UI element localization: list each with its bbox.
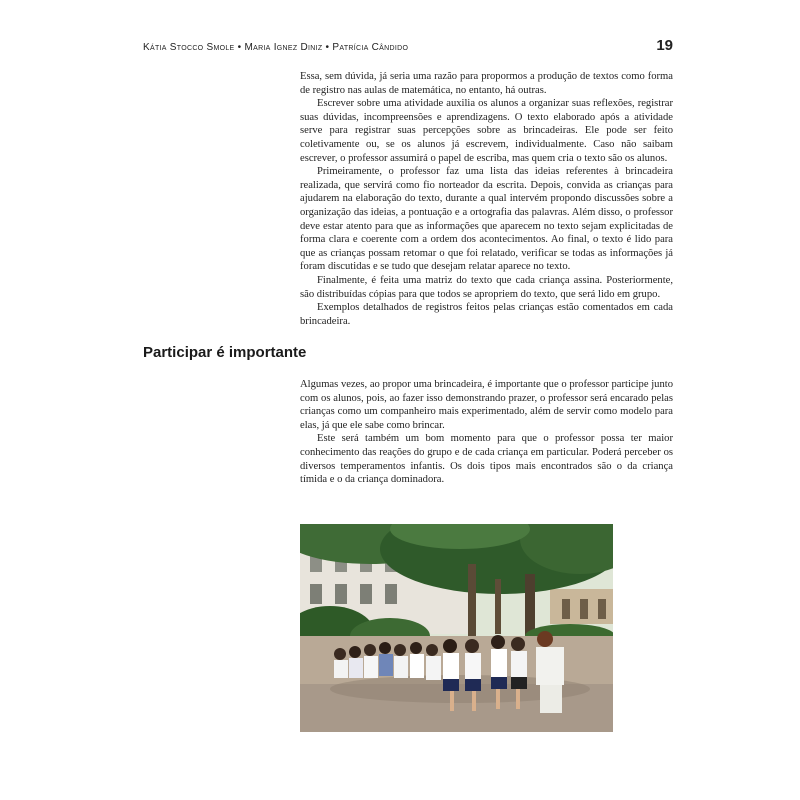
paragraph: Primeiramente, o professor faz uma lista das ideias referentes à brincadeira realizada, que servirá como fio norteador da escrita. Depois, convida as crianças para ajudarem na elaboração do texto, durante a qual intervém propondo discussões sobre a organização das ideias, a pontuação e a ortografia das palavras. Além disso, o professor deve estar atento para que as informações que aparecem no texto sejam explicitadas de forma clara e coerente com a ordem dos acontecimentos. Ao final, o texto é lido para que as crianças possam retomar o que foi relatado, verificar se todas as informações já foram discutidas e se tudo que desejam relatar aparece no texto. xyxy=(300,166,673,273)
paragraph: Essa, sem dúvida, já seria uma razão para propormos a produção de textos como forma de registro nas aulas de matemática, no entanto, há outras. xyxy=(300,71,673,96)
paragraph: Algumas vezes, ao propor uma brincadeira, é importante que o professor participe junto com os alunos, pois, ao fazer isso demonstrando prazer, o professor será encarado pelas crianças como um companheiro mais experimentado, além de servir como modelo para elas, já que ele sabe como brincar. xyxy=(300,379,673,431)
header-authors: Kátia Stocco Smole • Maria Ignez Diniz • Patrícia Cândido xyxy=(143,42,409,53)
paragraph: Finalmente, é feita uma matriz do texto que cada criança assina. Posteriormente, são distribuídas cópias para que todos se apropriem do texto, que será lido em grupo. xyxy=(300,274,673,300)
photo-children-playing xyxy=(300,524,613,732)
paragraph: Exemplos detalhados de registros feitos pelas crianças estão comentados em cada brincadeira. xyxy=(300,302,673,327)
section-heading: Participar é importante xyxy=(143,344,307,361)
intro-text xyxy=(300,70,673,328)
section-text xyxy=(300,378,673,487)
photo-illustration xyxy=(300,524,613,732)
paragraph: Escrever sobre uma atividade auxilia os alunos a organizar suas reflexões, registrar suas dúvidas, incompreensões e aprendizagens. O texto elaborado após a atividade serve para registrar suas percepções sobre as brincadeiras. Ele pode ser feito coletivamente ou, se os alunos já escrevem, individualmente. Caso não saibam escrever, o professor assumirá o papel de escriba, mas quem cria o texto são os alunos. xyxy=(300,98,673,164)
running-header xyxy=(143,38,673,58)
page-number: 19 xyxy=(656,37,673,54)
paragraph: Este será também um bom momento para que o professor possa ter maior conhecimento das reações do grupo e de cada criança em particular. Poderá perceber os diversos temperamentos infantis. Os dois tipos mais encontrados são o da criança tímida e o da criança dominadora. xyxy=(300,433,673,486)
